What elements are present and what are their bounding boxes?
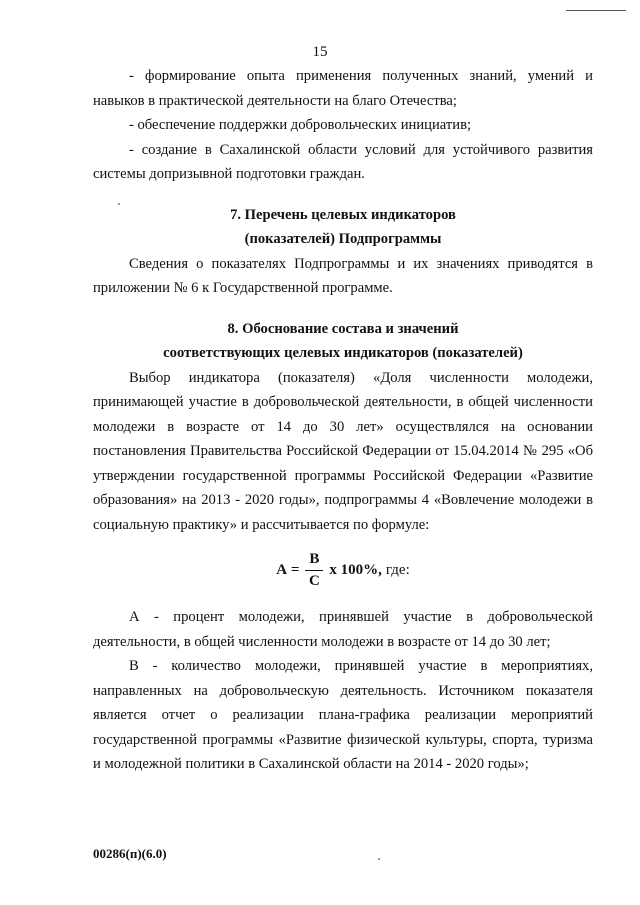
- formula-where: где:: [385, 561, 410, 578]
- formula-lhs: А =: [276, 561, 300, 578]
- formula: [93, 547, 593, 593]
- section-7-title-line1: 7. Перечень целевых индикаторов: [230, 206, 456, 223]
- list-item: - создание в Сахалинской области условий для устойчивого развития системы допризывной подготовки граждан.: [93, 141, 593, 182]
- section-8-title-line1: 8. Обоснование состава и значений: [227, 320, 459, 337]
- page-number: 15: [312, 44, 328, 60]
- page-content: [93, 64, 593, 777]
- top-rule-divider: [566, 10, 626, 11]
- list-item: - обеспечение поддержки добровольческих инициатив;: [129, 117, 472, 133]
- scan-speck: [378, 858, 380, 860]
- document-code: 00286(п)(6.0): [93, 846, 167, 861]
- definition-b: В - количество молодежи, принявшей участие в мероприятиях, направленных на добровольческую деятельность. Источником показателя является отчет о реализации плана-графика реализации мероприятий государственной программы «Развитие физической культуры, спорта, туризма и молодежной политики в Сахалинской области на 2014 - 2020 годы»;: [93, 658, 593, 772]
- formula-fraction: [305, 551, 323, 590]
- formula-denominator: С: [308, 572, 320, 589]
- fraction-bar: [305, 570, 323, 571]
- section-8-paragraph: Выбор индикатора (показателя) «Доля численности молодежи, принимающей участие в добровольческой деятельности, в общей численности молодежи в возрасте от 14 до 30 лет» осуществлялся на основании постановления Правительства Российской Федерации от 15.04.2014 № 295 «Об утверждении государственной программы Российской Федерации «Развитие образования» на 2013 - 2020 годы», подпрограммы 4 «Вовлечение молодежи в социальную практику» и рассчитывается по формуле:: [93, 369, 593, 533]
- formula-numerator: В: [309, 550, 320, 567]
- definition-a: А - процент молодежи, принявшей участие в добровольческой деятельности, в общей численности молодежи в возрасте от 14 до 30 лет;: [93, 609, 593, 650]
- scan-speck: [118, 203, 120, 205]
- formula-multiplier: х 100%,: [329, 561, 382, 578]
- section-8-title-line2: соответствующих целевых индикаторов (показателей): [163, 345, 523, 361]
- section-7-title-line2: (показателей) Подпрограммы: [244, 231, 442, 247]
- section-7-paragraph: Сведения о показателях Подпрограммы и их значениях приводятся в приложении № 6 к Государственной программе.: [93, 255, 593, 296]
- list-item: - формирование опыта применения полученных знаний, умений и навыков в практической деятельности на благо Отечества;: [93, 68, 593, 109]
